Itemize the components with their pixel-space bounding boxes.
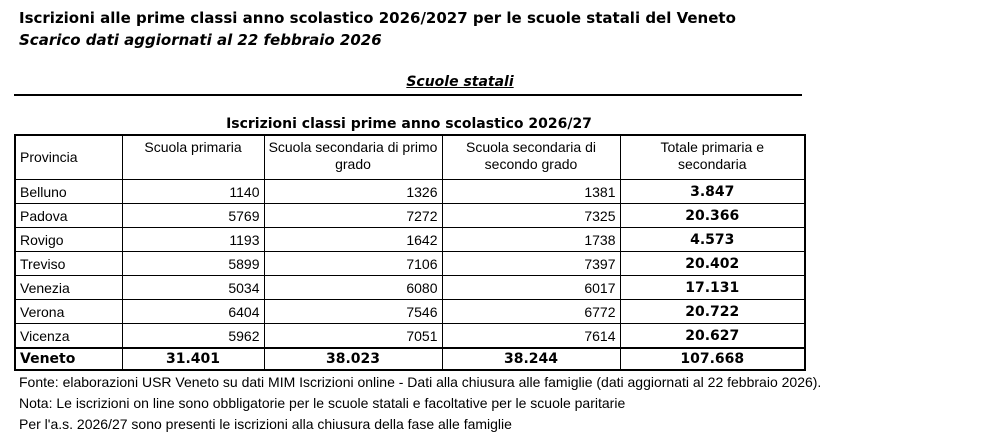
cell-secondaria-secondo: 1738 [442, 228, 620, 252]
cell-totale: 17.131 [620, 276, 805, 300]
cell-primaria: 1193 [122, 228, 264, 252]
total-provincia: Veneto [15, 348, 122, 370]
cell-primaria: 5034 [122, 276, 264, 300]
table-row [15, 324, 805, 349]
source-note: Fonte: elaborazioni USR Veneto su dati MIM Iscrizioni online - Dati alla chiusura alle famiglie (dati aggiornati al 22 febbraio 2026). [19, 374, 822, 390]
note-line: Per l'a.s. 2026/27 sono presenti le iscrizioni alla chiusura della fase alle famiglie [19, 416, 512, 432]
cell-totale: 20.402 [620, 252, 805, 276]
note-line: Nota: Le iscrizioni on line sono obbligatorie per le scuole statali e facoltative per le scuole paritarie [19, 395, 626, 411]
cell-provincia: Venezia [15, 276, 122, 300]
cell-secondaria-secondo: 7325 [442, 204, 620, 228]
enrollment-table [14, 134, 806, 371]
table-caption: Iscrizioni classi prime anno scolastico 2026/27 [226, 116, 592, 132]
cell-provincia: Verona [15, 300, 122, 324]
column-header-secondaria-secondo: Scuola secondaria di secondo grado [442, 135, 620, 180]
cell-provincia: Rovigo [15, 228, 122, 252]
total-secondaria-primo: 38.023 [264, 348, 442, 370]
cell-secondaria-primo: 7272 [264, 204, 442, 228]
cell-secondaria-primo: 7051 [264, 324, 442, 349]
cell-provincia: Belluno [15, 180, 122, 204]
table-row [15, 252, 805, 276]
cell-secondaria-primo: 1642 [264, 228, 442, 252]
total-secondaria-secondo: 38.244 [442, 348, 620, 370]
cell-secondaria-secondo: 7614 [442, 324, 620, 349]
cell-provincia: Vicenza [15, 324, 122, 349]
table-row [15, 180, 805, 204]
cell-totale: 20.722 [620, 300, 805, 324]
column-header-secondaria-primo: Scuola secondaria di primo grado [264, 135, 442, 180]
column-header-provincia: Provincia [15, 135, 122, 180]
page-title: Iscrizioni alle prime classi anno scolastico 2026/2027 per le scuole statali del Veneto [19, 9, 736, 27]
cell-secondaria-primo: 6080 [264, 276, 442, 300]
cell-totale: 20.627 [620, 324, 805, 349]
table-row [15, 204, 805, 228]
section-divider [14, 94, 802, 96]
footnotes [19, 372, 821, 435]
table-header-row [15, 135, 805, 180]
total-primaria: 31.401 [122, 348, 264, 370]
cell-secondaria-secondo: 7397 [442, 252, 620, 276]
cell-primaria: 5962 [122, 324, 264, 349]
page-subtitle: Scarico dati aggiornati al 22 febbraio 2026 [19, 31, 382, 49]
cell-secondaria-primo: 7546 [264, 300, 442, 324]
cell-provincia: Treviso [15, 252, 122, 276]
table-total-row [15, 348, 805, 370]
section-label: Scuole statali [406, 74, 514, 90]
column-header-totale: Totale primaria e secondaria [620, 135, 805, 180]
cell-secondaria-primo: 1326 [264, 180, 442, 204]
cell-provincia: Padova [15, 204, 122, 228]
cell-secondaria-primo: 7106 [264, 252, 442, 276]
cell-primaria: 5769 [122, 204, 264, 228]
cell-primaria: 6404 [122, 300, 264, 324]
cell-totale: 3.847 [620, 180, 805, 204]
column-header-primaria: Scuola primaria [122, 135, 264, 180]
cell-totale: 20.366 [620, 204, 805, 228]
table-row [15, 276, 805, 300]
cell-primaria: 1140 [122, 180, 264, 204]
table-row [15, 228, 805, 252]
table-row [15, 300, 805, 324]
cell-secondaria-secondo: 1381 [442, 180, 620, 204]
cell-secondaria-secondo: 6772 [442, 300, 620, 324]
cell-primaria: 5899 [122, 252, 264, 276]
cell-secondaria-secondo: 6017 [442, 276, 620, 300]
total-totale: 107.668 [620, 348, 805, 370]
cell-totale: 4.573 [620, 228, 805, 252]
